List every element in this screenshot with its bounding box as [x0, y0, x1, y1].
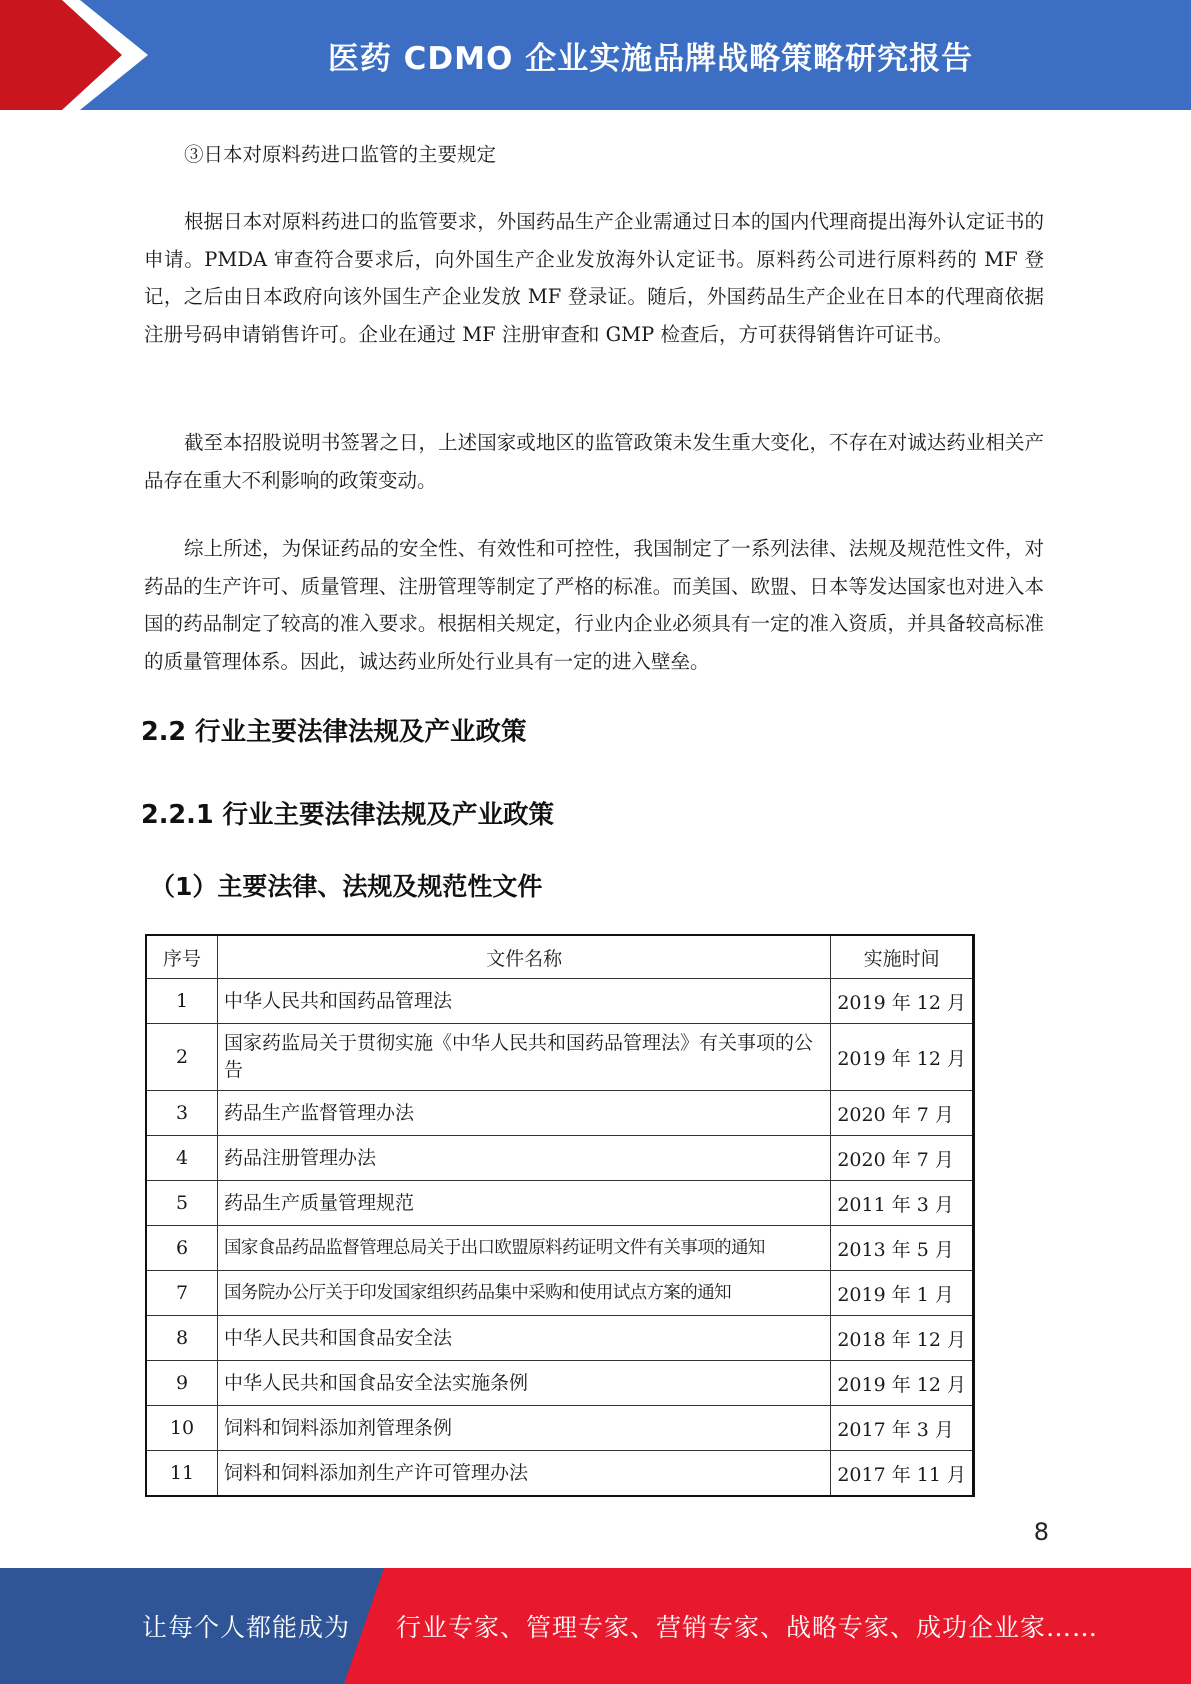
effective-date: 2019 年 12 月	[831, 1024, 974, 1091]
header-arrow-icon	[0, 0, 160, 110]
table-header-row	[146, 935, 974, 979]
page-footer	[0, 1568, 1191, 1684]
row-number: 11	[146, 1451, 218, 1497]
section-heading: 2.2 行业主要法律法规及产业政策	[141, 717, 527, 747]
subheading-japan: ③日本对原料药进口监管的主要规定	[184, 143, 497, 166]
table-row	[146, 1406, 974, 1451]
document-name: 药品注册管理办法	[218, 1136, 831, 1181]
table-row	[146, 1361, 974, 1406]
subsection-heading: 2.2.1 行业主要法律法规及产业政策	[141, 800, 554, 830]
table-row	[146, 1136, 974, 1181]
effective-date: 2013 年 5 月	[831, 1226, 974, 1271]
table-row	[146, 1316, 974, 1361]
effective-date: 2020 年 7 月	[831, 1136, 974, 1181]
header-cell-date: 实施时间	[831, 935, 974, 979]
document-name: 国家食品药品监督管理总局关于出口欧盟原料药证明文件有关事项的通知	[218, 1226, 831, 1271]
row-number: 4	[146, 1136, 218, 1181]
table-row	[146, 1181, 974, 1226]
header-cell-name: 文件名称	[218, 935, 831, 979]
document-name: 国家药监局关于贯彻实施《中华人民共和国药品管理法》有关事项的公告	[218, 1024, 831, 1091]
document-name: 中华人民共和国食品安全法	[218, 1316, 831, 1361]
table-row	[146, 1226, 974, 1271]
table-row	[146, 1271, 974, 1316]
regulations-table	[145, 934, 975, 1497]
document-name: 国务院办公厅关于印发国家组织药品集中采购和使用试点方案的通知	[218, 1271, 831, 1316]
row-number: 8	[146, 1316, 218, 1361]
paragraph-3: 综上所述，为保证药品的安全性、有效性和可控性，我国制定了一系列法律、法规及规范性文件，对药品的生产许可、质量管理、注册管理等制定了严格的标准。而美国、欧盟、日本等发达国家也对进入本国的药品制定了较高的准入要求。根据相关规定，行业内企业必须具有一定的准入资质，并具备较高标准的质量管理体系。因此，诚达药业所处行业具有一定的进入壁垒。	[144, 537, 1044, 673]
table-heading: （1）主要法律、法规及规范性文件	[150, 872, 543, 901]
table-row	[146, 1451, 974, 1497]
effective-date: 2019 年 12 月	[831, 1361, 974, 1406]
table-row	[146, 979, 974, 1024]
row-number: 6	[146, 1226, 218, 1271]
effective-date: 2019 年 12 月	[831, 979, 974, 1024]
row-number: 5	[146, 1181, 218, 1226]
effective-date: 2018 年 12 月	[831, 1316, 974, 1361]
footer-slogan-left: 让每个人都能成为	[142, 1613, 351, 1642]
row-number: 10	[146, 1406, 218, 1451]
effective-date: 2019 年 1 月	[831, 1271, 974, 1316]
effective-date: 2017 年 3 月	[831, 1406, 974, 1451]
document-name: 药品生产监督管理办法	[218, 1091, 831, 1136]
paragraph-2: 截至本招股说明书签署之日，上述国家或地区的监管政策未发生重大变化，不存在对诚达药业相关产品存在重大不利影响的政策变动。	[144, 431, 1044, 492]
row-number: 3	[146, 1091, 218, 1136]
effective-date: 2011 年 3 月	[831, 1181, 974, 1226]
page-number: 8	[1033, 1518, 1049, 1546]
document-name: 药品生产质量管理规范	[218, 1181, 831, 1226]
page-header	[0, 0, 1191, 110]
document-name: 饲料和饲料添加剂生产许可管理办法	[218, 1451, 831, 1497]
document-title: 医药 CDMO 企业实施品牌战略策略研究报告	[327, 40, 974, 77]
table-row	[146, 1091, 974, 1136]
effective-date: 2020 年 7 月	[831, 1091, 974, 1136]
document-name: 中华人民共和国药品管理法	[218, 979, 831, 1024]
row-number: 1	[146, 979, 218, 1024]
effective-date: 2017 年 11 月	[831, 1451, 974, 1497]
row-number: 9	[146, 1361, 218, 1406]
header-cell-no: 序号	[146, 935, 218, 979]
document-name: 中华人民共和国食品安全法实施条例	[218, 1361, 831, 1406]
table-row	[146, 1024, 974, 1091]
paragraph-1: 根据日本对原料药进口的监管要求，外国药品生产企业需通过日本的国内代理商提出海外认定证书的申请。PMDA 审查符合要求后，向外国生产企业发放海外认定证书。原料药公司进行原料药的 MF 登记，之后由日本政府向该外国生产企业发放 MF 登录证。随后，外国药品生产企业在日本的代理商依据注册号码申请销售许可。企业在通过 MF 注册审查和 GMP 检查后，方可获得销售许可证书。	[144, 210, 1044, 346]
footer-slogan-right: 行业专家、管理专家、营销专家、战略专家、成功企业家……	[396, 1613, 1099, 1642]
row-number: 7	[146, 1271, 218, 1316]
document-name: 饲料和饲料添加剂管理条例	[218, 1406, 831, 1451]
row-number: 2	[146, 1024, 218, 1091]
